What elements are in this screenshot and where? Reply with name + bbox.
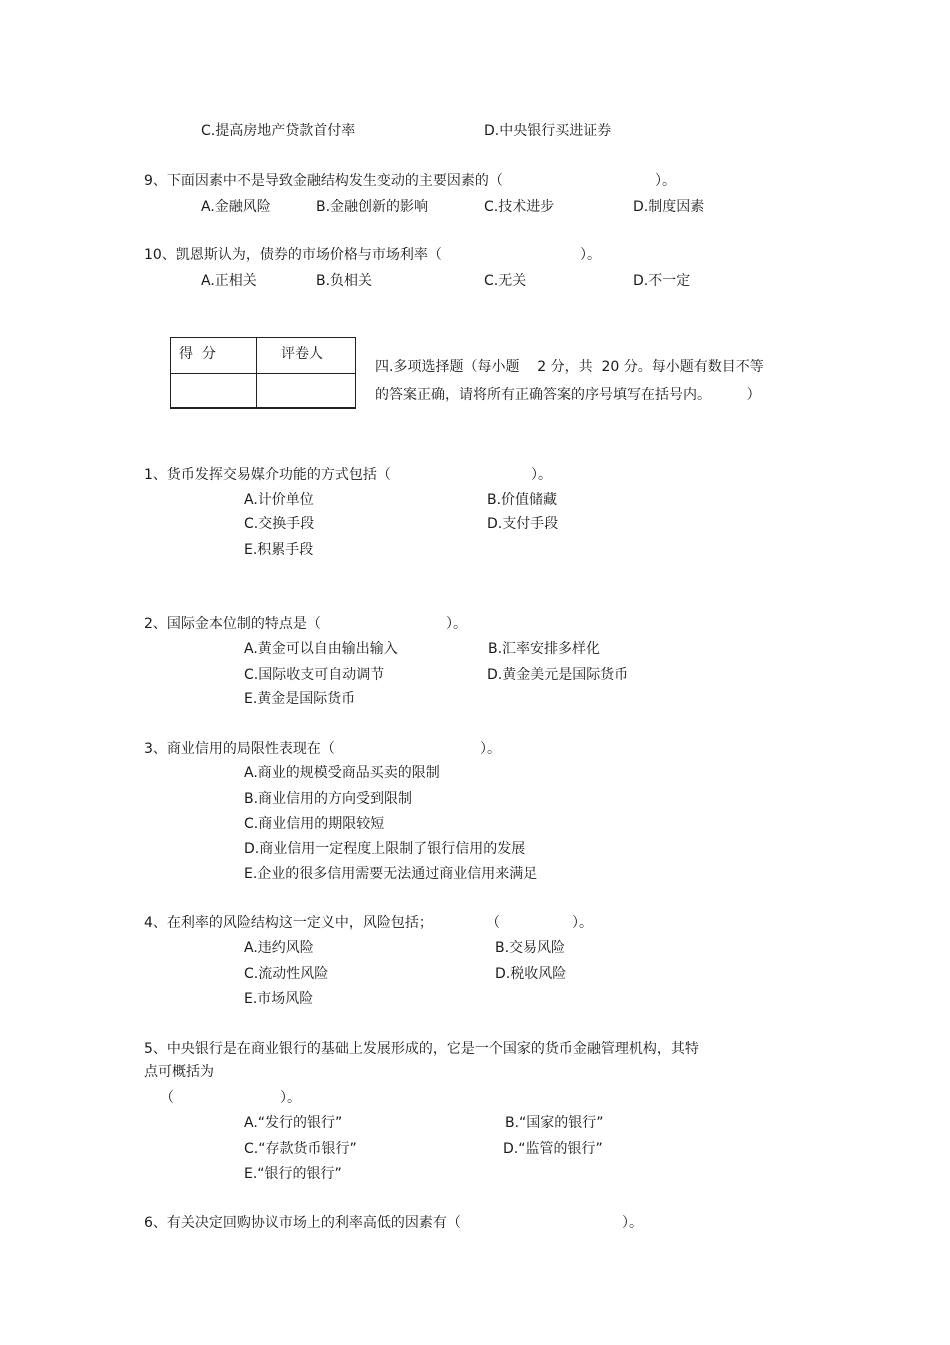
q10-option-a: A.正相关 <box>201 273 257 289</box>
m1-option-c: C.交换手段 <box>244 516 315 532</box>
m3-option-c: C.商业信用的期限较短 <box>244 816 385 832</box>
q9-option-a: A.金融风险 <box>201 199 271 215</box>
score-table <box>170 337 356 409</box>
m2-option-c: C.国际收支可自动调节 <box>244 667 385 683</box>
m4-open: （ <box>486 915 500 931</box>
m5-option-c: C.“存款货币银行” <box>244 1141 357 1157</box>
m2-option-e: E.黄金是国际货币 <box>244 691 356 707</box>
q10-close: ）。 <box>580 247 601 263</box>
q9-stem: 9、下面因素中不是导致金融结构发生变动的主要因素的（ <box>144 173 503 189</box>
m4-option-a: A.违约风险 <box>244 940 314 956</box>
m3-stem: 3、商业信用的局限性表现在（ <box>144 741 335 757</box>
m1-option-b: B.价值储藏 <box>487 492 558 508</box>
m3-option-e: E.企业的很多信用需要无法通过商业信用来满足 <box>244 866 538 882</box>
m4-close: ）。 <box>572 915 593 931</box>
q8-option-c: C.提高房地产贷款首付率 <box>201 123 356 139</box>
m5-stem-line2: 点可概括为 <box>144 1064 214 1080</box>
m3-option-d: D.商业信用一定程度上限制了银行信用的发展 <box>244 841 526 857</box>
m3-option-b: B.商业信用的方向受到限制 <box>244 791 413 807</box>
m5-close: ）。 <box>280 1090 301 1106</box>
m1-option-a: A.计价单位 <box>244 492 314 508</box>
m2-option-b: B.汇率安排多样化 <box>488 641 601 657</box>
q9-option-c: C.技术进步 <box>484 199 555 215</box>
m4-option-d: D.税收风险 <box>495 966 567 982</box>
m4-option-c: C.流动性风险 <box>244 966 329 982</box>
m4-option-e: E.市场风险 <box>244 991 314 1007</box>
m4-option-b: B.交易风险 <box>495 940 566 956</box>
m1-stem: 1、货币发挥交易媒介功能的方式包括（ <box>144 467 391 483</box>
m1-option-e: E.积累手段 <box>244 542 314 558</box>
q9-option-d: D.制度因素 <box>633 199 705 215</box>
grader-header: 评卷人 <box>281 346 323 362</box>
section4-heading-line1: 四.多项选择题（每小题 2 分，共 20 分。每小题有数目不等 <box>375 359 764 375</box>
q10-option-b: B.负相关 <box>316 273 373 289</box>
m2-option-d: D.黄金美元是国际货币 <box>487 667 629 683</box>
q9-option-b: B.金融创新的影响 <box>316 199 429 215</box>
m5-option-b: B.“国家的银行” <box>505 1115 604 1131</box>
m6-stem: 6、有关决定回购协议市场上的利率高低的因素有（ <box>144 1215 461 1231</box>
m2-close: ）。 <box>446 616 467 632</box>
q10-option-d: D.不一定 <box>633 273 691 289</box>
m5-stem-line1: 5、中央银行是在商业银行的基础上发展形成的，它是一个国家的货币金融管理机构，其特 <box>144 1041 699 1057</box>
m1-close: ）。 <box>531 467 552 483</box>
score-header: 得 分 <box>179 346 216 362</box>
q9-close: ）。 <box>655 173 676 189</box>
section4-heading-line2: 的答案正确，请将所有正确答案的序号填写在括号内。 ） <box>375 387 761 403</box>
m2-option-a: A.黄金可以自由输出输入 <box>244 641 398 657</box>
m5-option-a: A.“发行的银行” <box>244 1115 343 1131</box>
m5-option-e: E.“银行的银行” <box>244 1166 342 1182</box>
m2-stem: 2、国际金本位制的特点是（ <box>144 616 321 632</box>
m5-option-d: D.“监管的银行” <box>503 1141 603 1157</box>
m3-option-a: A.商业的规模受商品买卖的限制 <box>244 765 440 781</box>
m1-option-d: D.支付手段 <box>487 516 559 532</box>
m4-stem: 4、在利率的风险结构这一定义中，风险包括； <box>144 915 433 931</box>
q10-option-c: C.无关 <box>484 273 527 289</box>
m3-close: ）。 <box>480 741 501 757</box>
score-table-row-divider <box>171 373 355 374</box>
m6-close: ）。 <box>622 1215 643 1231</box>
q8-option-d: D.中央银行买进证券 <box>484 123 612 139</box>
q10-stem: 10、凯恩斯认为，债券的市场价格与市场利率（ <box>144 247 442 263</box>
m5-open: （ <box>160 1090 174 1106</box>
